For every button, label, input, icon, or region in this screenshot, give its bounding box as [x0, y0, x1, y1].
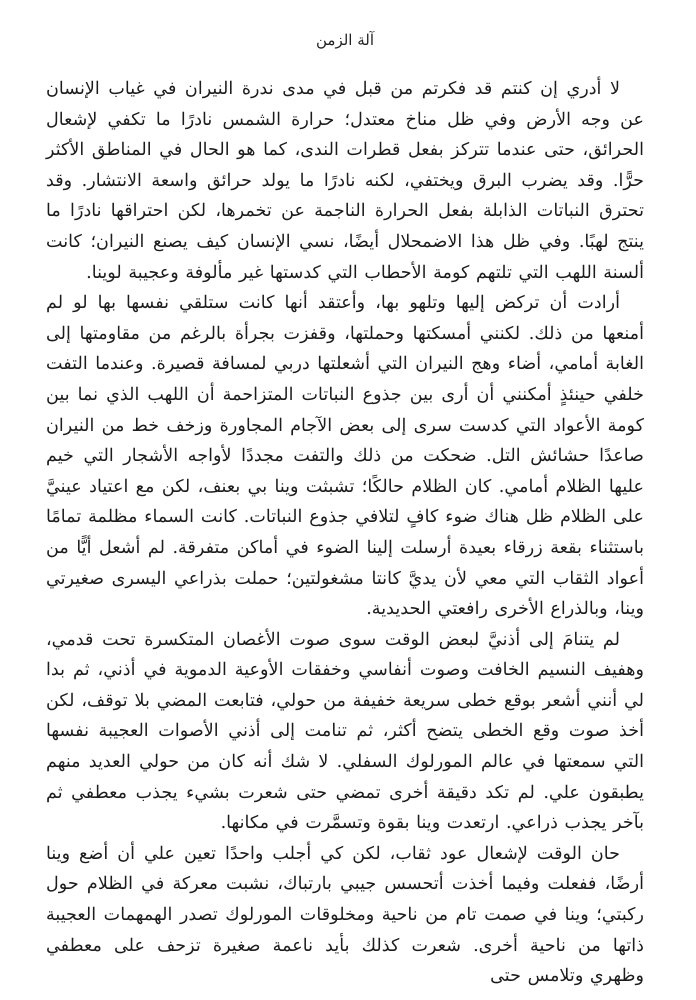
paragraph-2: أرادت أن تركض إليها وتلهو بها، وأعتقد أنها كانت ستلقي نفسها بها لو لم أمنعها من ذلك. لكنني أمسكتها وحملتها، وقفزت بجرأة بالرغم من مقاومتها إلى الغابة أمامي، أضاء وهج النيران التي أشعلتها دربي لمسافة قصيرة. وعندما التفت خلفي حينئذٍ أمكنني أن أرى بين جذوع النباتات المتزاحمة أن اللهب الذي نما بين كومة الأعواد التي كدست سرى إلى بعض الآجام المجاورة وزخف خط من النيران صاعدًا حشائش التل. ضحكت من ذلك والتفت مجددًا لأواجه الأشجار التي خيم عليها الظلام أمامي. كان الظلام حالكًا؛ تشبثت وينا بي بعنف، لكن مع اعتياد عينيَّ على الظلام ظل هناك ضوء كافٍ لتلافي جذوع النباتات. كانت السماء مظلمة تمامًا باستثناء بقعة زرقاء بعيدة أرسلت إلينا الضوء في أماكن متفرقة. لم أشعل أيًّا من أعواد الثقاب التي معي لأن يديَّ كانتا مشغولتين؛ حملت بذراعي اليسرى صغيرتي وينا، وبالذراع الأخرى رافعتي الحديدية. — [46, 293, 644, 620]
paragraph-4: حان الوقت لإشعال عود ثقاب، لكن كي أجلب واحدًا تعين علي أن أضع وينا أرضًا، ففعلت وفيما أخذت أتحسس جيبي بارتباك، نشبت معركة في الظلام حول ركبتي؛ وينا في صمت تام من ناحية ومخلوقات المورلوك تصدر الهمهمات العجيبة ذاتها من ناحية أخرى. شعرت كذلك بأيد ناعمة صغيرة تزحف على معطفي وظهري وتلامس حتى — [46, 843, 644, 987]
body-text — [46, 74, 644, 992]
paragraph-3: لم يتنامَ إلى أذنيَّ لبعض الوقت سوى صوت الأغصان المتكسرة تحت قدمي، وهفيف النسيم الخافت وصوت أنفاسي وخفقات الأوعية الدموية في أذني، ثم بدا لي أنني أشعر بوقع خطى سريعة خفيفة من حولي، فتابعت المضي بلا توقف، لكن أخذ صوت وقع الخطى يتضح أكثر، ثم تنامت إلى أذني الأصوات العجيبة نفسها التي سمعتها في عالم المورلوك السفلي. لا شك أنه كان من حولي العديد منهم يطبقون علي. لم تكد دقيقة أخرى تمضي حتى شعرت بشيء يجذب معطفي ثم بآخر يجذب ذراعي. ارتعدت وينا بقوة وتسمَّرت في مكانها. — [46, 629, 644, 834]
running-header-title: آلة الزمن — [315, 31, 374, 49]
paragraph-1: لا أدري إن كنتم قد فكرتم من قبل في مدى ندرة النيران في غياب الإنسان عن وجه الأرض وفي ظل مناخ معتدل؛ حرارة الشمس نادرًا ما تكفي لإشعال الحرائق، حتى عندما تتركز بفعل قطرات الندى، كما هو الحال في المناطق الأكثر حرًّا. وقد يضرب البرق ويختفي، لكنه نادرًا ما يولد حرائق واسعة الانتشار. وقد تحترق النباتات الذابلة بفعل الحرارة الناجمة عن تخمرها، لكن احتراقها نادرًا ما ينتج لهبًا. وفي ظل هذا الاضمحلال أيضًا، نسي الإنسان كيف يصنع النيران؛ كانت ألسنة اللهب التي تلتهم كومة الأحطاب التي كدستها غير مألوفة وعجيبة لوينا. — [46, 79, 644, 283]
